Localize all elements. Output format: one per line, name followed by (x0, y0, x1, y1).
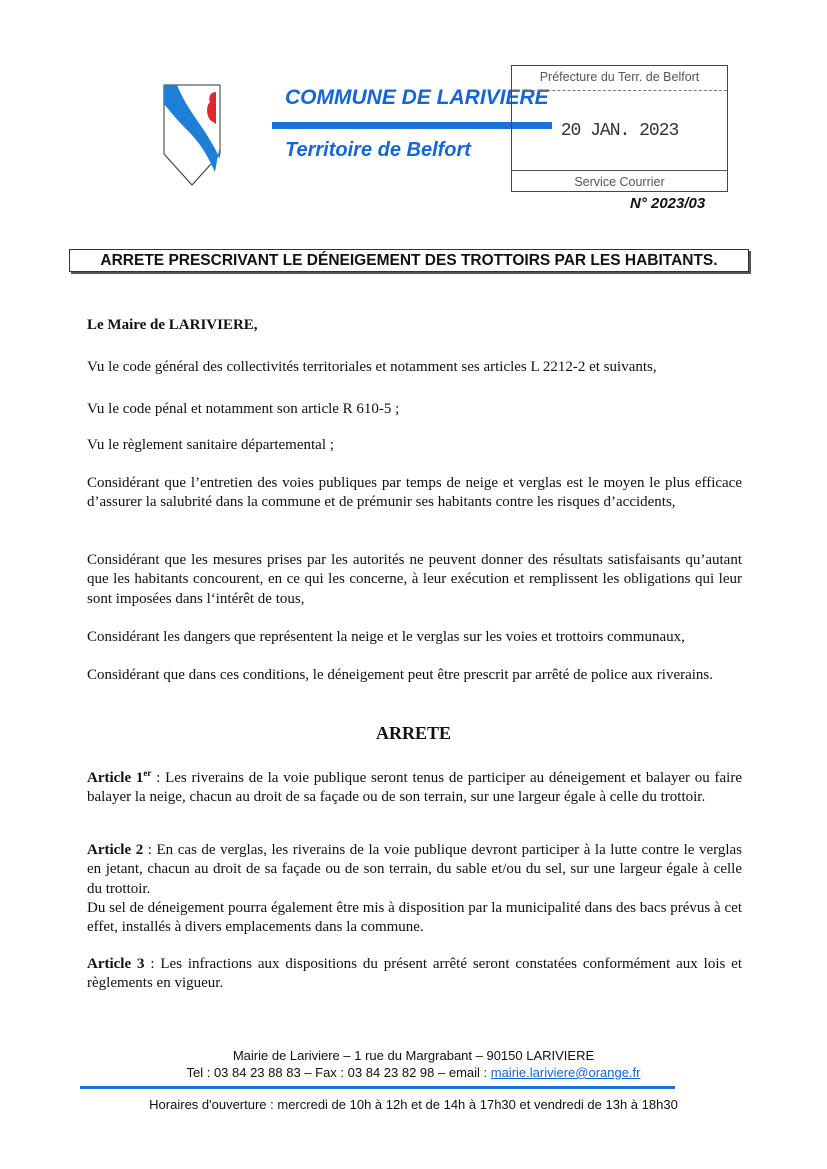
article-text: : Les riverains de la voie publique seront tenus de participer au déneigement et balayer ou faire balayer la neige, chacun au droit de sa façade ou de son terrain, sur une largeur égale à celle du trottoir. (87, 770, 742, 806)
article-label: Article 1 (87, 770, 144, 786)
vu-paragraph: Vu le code pénal et notamment son article R 610-5 ; (87, 401, 400, 417)
stamp-date: 20 JAN. 2023 (560, 121, 679, 141)
vu-paragraph: Vu le code général des collectivités territoriales et notamment ses articles L 2212-2 et suivants, (87, 359, 657, 375)
footer-contact (0, 1065, 827, 1080)
reception-stamp (511, 65, 728, 192)
article-label: Article 3 (87, 956, 145, 972)
considerant-paragraph: Considérant que l’entretien des voies publiques par temps de neige et verglas est le moyen le plus efficace d’assurer la salubrité dans la commune et de prémunir ses habitants contre les risques d’accidents, (87, 475, 742, 511)
vu-paragraph: Vu le règlement sanitaire départemental ; (87, 437, 334, 453)
maire-line: Le Maire de LARIVIERE, (87, 317, 258, 333)
decree-number: N° 2023/03 (630, 195, 706, 212)
commune-name: COMMUNE DE LARIVIERE (285, 86, 549, 109)
footer-hours: Horaires d'ouverture : mercredi de 10h à 12h et de 14h à 17h30 et vendredi de 13h à 18h30 (149, 1097, 678, 1112)
considerant-paragraph: Considérant les dangers que représentent la neige et le verglas sur les voies et trottoirs communaux, (87, 629, 685, 645)
footer-divider (80, 1086, 675, 1089)
article-text: : Les infractions aux dispositions du présent arrêté seront constatées conformément aux lois et règlements en vigueur. (87, 956, 742, 992)
territoire-name: Territoire de Belfort (285, 139, 471, 161)
article-3 (87, 955, 742, 994)
header-divider (272, 122, 552, 129)
considerant-paragraph: Considérant que dans ces conditions, le déneigement peut être prescrit par arrêté de police aux riverains. (87, 667, 714, 683)
article-1 (87, 764, 742, 808)
article-sup: er (143, 768, 152, 778)
footer-contact-text: Tel : 03 84 23 88 83 – Fax : 03 84 23 82 98 – email : (186, 1065, 491, 1080)
footer-address: Mairie de Lariviere – 1 rue du Margrabant – 90150 LARIVIERE (232, 1048, 595, 1063)
article-text: Du sel de déneigement pourra également être mis à disposition par la municipalité dans des bacs prévus à cet effet, installés à divers emplacements dans la commune. (87, 899, 742, 936)
article-text: : En cas de verglas, les riverains de la voie publique devront participer à la lutte contre le verglas en jetant, chacun au droit de sa façade ou de son terrain, du sable et/ou du sel, sur une largeur égale à celle du trottoir. (87, 842, 742, 897)
email-link[interactable]: mairie.lariviere@orange.fr (490, 1065, 641, 1080)
stamp-office: Préfecture du Terr. de Belfort (512, 70, 727, 91)
stamp-service: Service Courrier (512, 170, 727, 191)
coat-of-arms-logo (163, 84, 221, 186)
article-2 (87, 841, 742, 937)
article-label: Article 2 (87, 842, 144, 858)
considerant-paragraph: Considérant que les mesures prises par les autorités ne peuvent donner des résultats satisfaisants qu’autant que les habitants concourent, en ce qui les concerne, à leur exécution et remplissent les obligations qui leur sont imposées dans l‘intérêt de tous, (87, 552, 742, 607)
arrete-heading: ARRETE (375, 723, 451, 743)
document-title: ARRETE PRESCRIVANT LE DÉNEIGEMENT DES TROTTOIRS PAR LES HABITANTS. (69, 249, 749, 272)
